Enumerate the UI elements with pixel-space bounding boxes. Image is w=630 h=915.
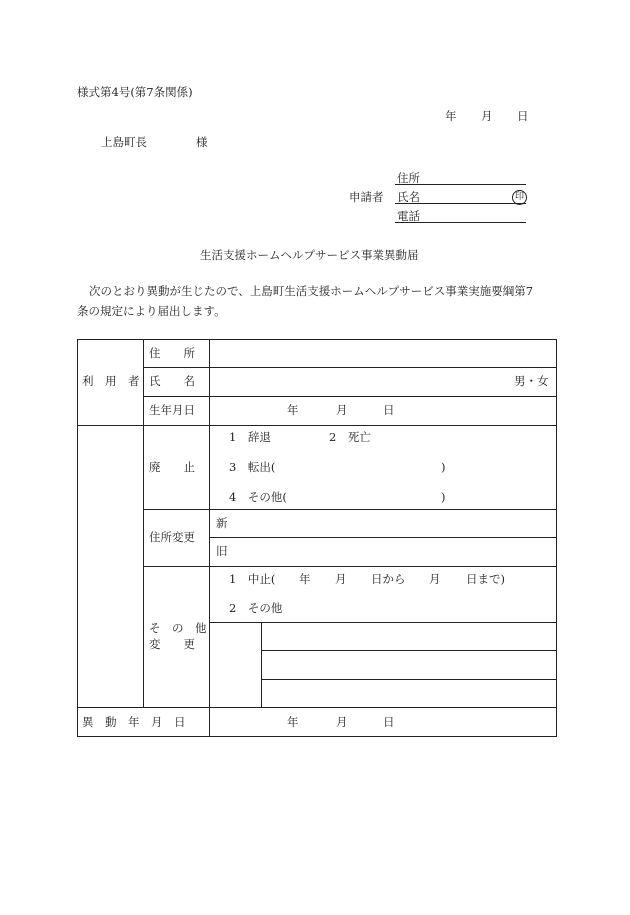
old-address-label: 旧	[216, 544, 228, 558]
change-date-month: 月	[336, 715, 348, 729]
user-name-label: 氏 名	[149, 374, 195, 388]
other-change-option[interactable]: 2 その他	[229, 601, 283, 615]
applicant-address-label: 住所	[397, 171, 420, 185]
suspension-day-from: 日から	[371, 572, 406, 586]
applicant-name-label: 氏名	[397, 190, 420, 204]
date-month: 月	[481, 109, 493, 123]
applicant-phone-label: 電話	[397, 209, 420, 223]
intro-line-2: 条の規定により届出します。	[77, 304, 226, 318]
abolition-label: 廃 止	[149, 460, 195, 474]
addressee-honorific: 様	[196, 135, 208, 149]
abolition-option-other-close: )	[441, 490, 446, 504]
applicant-name-line[interactable]	[395, 203, 526, 204]
new-address-label: 新	[216, 516, 228, 530]
suspension-month-until: 月	[429, 572, 441, 586]
change-date-year: 年	[287, 715, 299, 729]
change-date-label: 異 動 年 月 日	[82, 715, 186, 729]
form-number: 様式第4号(第7条関係)	[77, 85, 193, 99]
date-day: 日	[517, 109, 529, 123]
applicant-label: 申請者	[349, 190, 384, 204]
birth-month: 月	[336, 403, 348, 417]
addressee-name: 上島町長	[101, 135, 147, 149]
abolition-option-death[interactable]: 2 死亡	[329, 430, 371, 444]
abolition-option-move-out-close: )	[441, 460, 446, 474]
user-section-label: 利 用 者	[82, 374, 140, 388]
date-year: 年	[445, 109, 457, 123]
sex-options[interactable]: 男・女	[514, 374, 549, 388]
suspension-option[interactable]: 1 中止(	[229, 572, 276, 586]
abolition-option-withdraw[interactable]: 1 辞退	[229, 430, 271, 444]
seal-icon: 印	[512, 190, 527, 205]
form-title: 生活支援ホームヘルプサービス事業異動届	[200, 248, 419, 262]
abolition-option-other[interactable]: 4 その他(	[229, 490, 287, 504]
change-date-day: 日	[383, 715, 395, 729]
change-notification-table	[77, 339, 557, 737]
birth-date-label: 生年月日	[149, 403, 195, 417]
birth-year: 年	[287, 403, 299, 417]
suspension-year: 年	[299, 572, 311, 586]
abolition-option-move-out[interactable]: 3 転出(	[229, 460, 276, 474]
applicant-address-line[interactable]	[395, 184, 526, 185]
suspension-day-until: 日まで)	[466, 572, 505, 586]
other-change-label-1: そ の 他	[149, 621, 207, 635]
intro-line-1: 次のとおり異動が生じたので、上島町生活支援ホームヘルプサービス事業実施要綱第7	[89, 284, 534, 298]
other-change-label-2: 変 更	[149, 637, 195, 651]
applicant-phone-line[interactable]	[395, 222, 526, 223]
birth-day: 日	[383, 403, 395, 417]
suspension-month-from: 月	[335, 572, 347, 586]
address-change-label: 住所変更	[149, 530, 195, 544]
user-address-label: 住 所	[149, 346, 195, 360]
